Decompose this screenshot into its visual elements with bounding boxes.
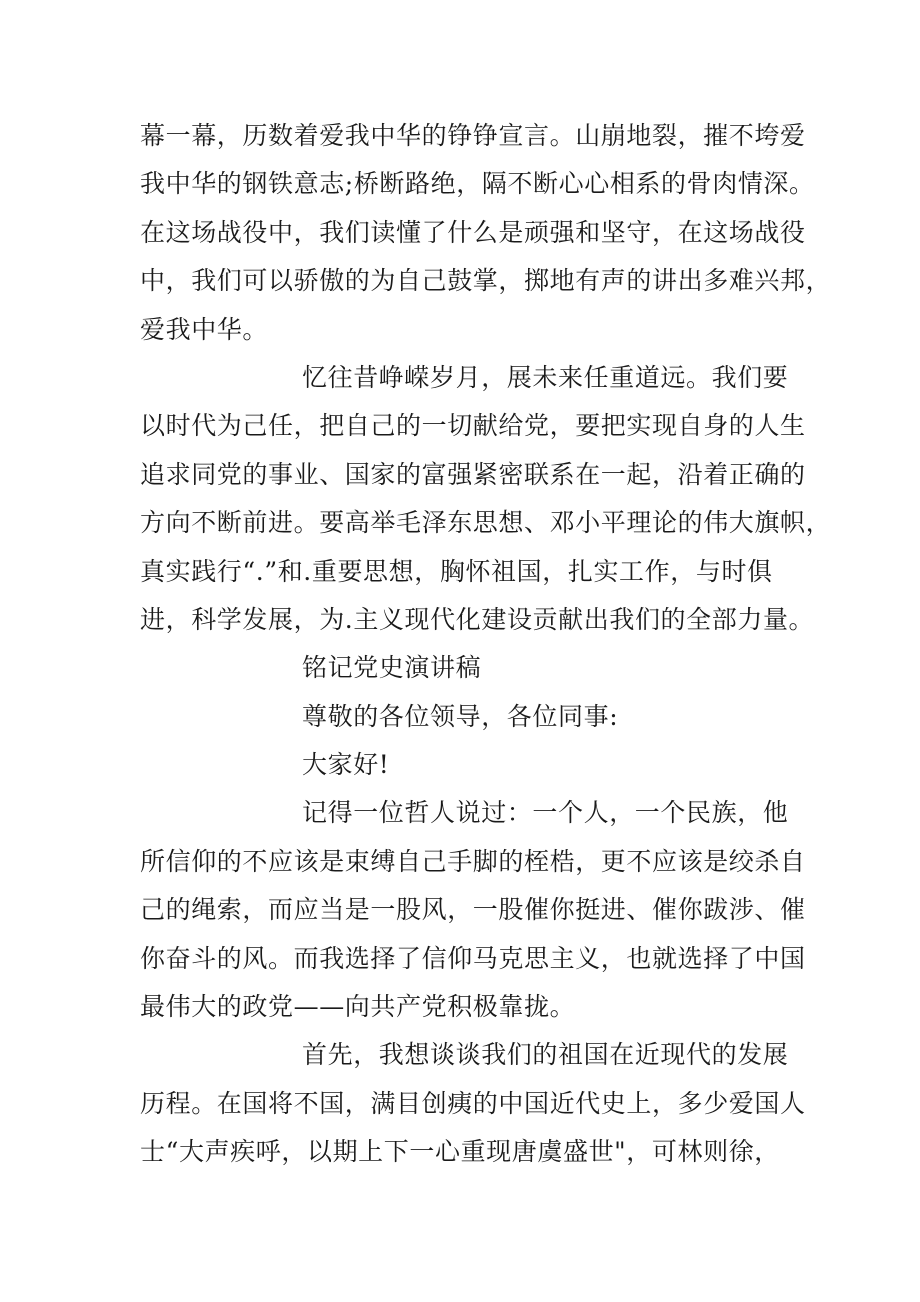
text-line: 我中华的钢铁意志;桥断路绝，隔不断心心相系的骨肉情深。 — [140, 169, 815, 199]
text-line: 方向不断前进。要高举毛泽东思想、邓小平理论的伟大旗帜， — [140, 508, 832, 538]
text-line: 真实践行“.”和.重要思想，胸怀祖国，扎实工作，与时俱 — [140, 556, 773, 586]
text-line: 以时代为己任，把自己的一切献给党，要把实现自身的人生 — [140, 411, 806, 441]
salutation: 尊敬的各位领导，各位同事: — [302, 701, 619, 731]
text-line: 最伟大的政党——向共产党积极靠拢。 — [140, 992, 576, 1022]
paragraph-start-line: 记得一位哲人说过：一个人，一个民族，他 — [302, 798, 789, 828]
text-line: 己的绳索，而应当是一股风，一股催你挺进、催你跋涉、催 — [140, 895, 806, 925]
text-line: 追求同党的事业、国家的富强紧密联系在一起，沿着正确的 — [140, 459, 806, 489]
text-line: 士“大声疾呼，以期上下一心重现唐虞盛世"，可林则徐， — [140, 1137, 780, 1167]
paragraph-start-line: 首先，我想谈谈我们的祖国在近现代的发展 — [302, 1040, 789, 1070]
text-line: 中，我们可以骄傲的为自己鼓掌，掷地有声的讲出多难兴邦， — [140, 266, 832, 296]
text-line: 在这场战役中，我们读懂了什么是顽强和坚守，在这场战役 — [140, 217, 806, 247]
greeting: 大家好! — [302, 750, 390, 780]
paragraph-start-line: 忆往昔峥嵘岁月，展未来任重道远。我们要 — [302, 362, 789, 392]
speech-title: 铭记党史演讲稿 — [302, 653, 482, 683]
text-line: 进，科学发展，为.主义现代化建设贡献出我们的全部力量。 — [140, 604, 815, 634]
text-line: 所信仰的不应该是束缚自己手脚的桎梏，更不应该是绞杀自 — [140, 846, 806, 876]
text-line: 爱我中华。 — [140, 314, 269, 344]
document-body — [140, 112, 832, 1177]
text-line: 历程。在国将不国，满目创痍的中国近代史上，多少爱国人 — [140, 1088, 806, 1118]
text-line: 你奋斗的风。而我选择了信仰马克思主义，也就选择了中国 — [140, 943, 806, 973]
text-line: 幕一幕，历数着爱我中华的铮铮宣言。山崩地裂，摧不垮爱 — [140, 121, 806, 150]
